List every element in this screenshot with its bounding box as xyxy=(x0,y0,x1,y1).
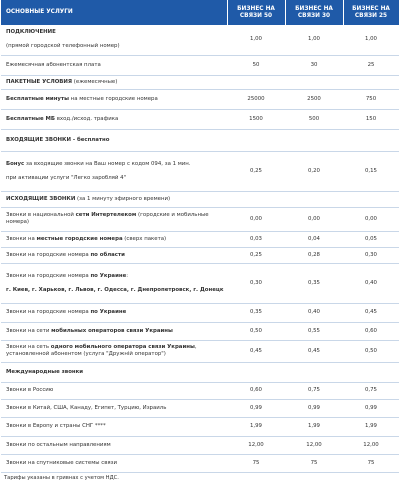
cell-value: 0,60 xyxy=(343,322,399,340)
table-row xyxy=(1,340,399,362)
cell-value: 30 xyxy=(285,55,343,75)
section-title xyxy=(1,129,399,151)
cell-value: 1,00 xyxy=(343,25,399,55)
cell-value: 75 xyxy=(285,454,343,472)
cell-value: 0,45 xyxy=(285,340,343,362)
footnote: Тарифы указаны в гривнах с учетом НДС. xyxy=(4,474,119,481)
cell-value: 12,00 xyxy=(343,436,399,454)
section-title-text: ВХОДЯЩИЕ ЗВОНКИ - бесплатно xyxy=(6,136,110,143)
section-row xyxy=(1,75,399,89)
cell-value: 0,00 xyxy=(227,207,285,231)
row-label xyxy=(1,362,399,382)
cell-value: 25 xyxy=(343,55,399,75)
row-line2: г. Киев, г. Харьков, г. Львов, г. Одесса, г. Днепропетровск, г. Донецк xyxy=(6,286,224,293)
row-label: Ежемесячная абонентская плата xyxy=(1,55,227,75)
cell-value: 0,20 xyxy=(285,151,343,191)
section-title: ИСХОДЯЩИЕ ЗВОНКИ xyxy=(6,195,76,202)
row-label xyxy=(1,89,227,109)
table-row xyxy=(1,454,399,472)
header-plan-25: БИЗНЕС НА СВЯЗИ 25 xyxy=(343,0,399,25)
cell-value: 12,00 xyxy=(227,436,285,454)
cell-value: 0,00 xyxy=(343,207,399,231)
row-pre: Звонки на городские номера xyxy=(6,309,91,315)
row-pre: Звонки на xyxy=(6,235,37,242)
cell-value: 150 xyxy=(343,109,399,129)
table-row xyxy=(1,263,399,303)
cell-value: 0,28 xyxy=(285,247,343,263)
row-bold: одного мобильного оператора связи Украины xyxy=(50,344,195,350)
header-plan-30: БИЗНЕС НА СВЯЗИ 30 xyxy=(285,0,343,25)
cell-value: 0,99 xyxy=(343,399,399,417)
row-label xyxy=(1,340,227,362)
row-bold: мобильных операторов связи Украины xyxy=(51,327,173,334)
row-rest: (сверх пакета) xyxy=(122,235,167,242)
table-row xyxy=(1,303,399,322)
row-label xyxy=(1,109,227,129)
table-row xyxy=(1,399,399,417)
row-bold: местные городские номера xyxy=(36,235,123,242)
cell-value: 0,50 xyxy=(343,340,399,362)
cell-value: 75 xyxy=(343,454,399,472)
row-rest: вход./исход. трафика xyxy=(55,115,119,122)
cell-value: 0,55 xyxy=(285,322,343,340)
cell-value: 0,45 xyxy=(227,340,285,362)
table-header-row xyxy=(1,0,399,25)
section-row xyxy=(1,129,399,151)
table-row xyxy=(1,151,399,191)
tariff-table-container xyxy=(1,0,399,481)
cell-value: 1,99 xyxy=(227,417,285,436)
cell-value: 25000 xyxy=(227,89,285,109)
cell-value: 0,75 xyxy=(343,382,399,399)
cell-value: 12,00 xyxy=(285,436,343,454)
row-rest: за входящие звонки на Ваш номер с кодом 094, за 1 мин. xyxy=(24,160,191,167)
cell-value: 500 xyxy=(285,109,343,129)
cell-value: 0,45 xyxy=(343,303,399,322)
row-label: Звонки в Китай, США, Канаду, Египет, Турцию, Израиль xyxy=(1,399,227,417)
row-label xyxy=(1,151,227,191)
row-pre: Звонки на городские номера xyxy=(6,272,91,279)
cell-value: 1,99 xyxy=(343,417,399,436)
table-row xyxy=(1,436,399,454)
cell-value: 0,15 xyxy=(343,151,399,191)
cell-value: 1500 xyxy=(227,109,285,129)
table-row xyxy=(1,231,399,247)
row-pre: Звонки на сеть xyxy=(6,344,51,350)
header-services: ОСНОВНЫЕ УСЛУГИ xyxy=(1,0,227,25)
table-row xyxy=(1,247,399,263)
cell-value: 50 xyxy=(227,55,285,75)
row-label: Звонки на спутниковые системы связи xyxy=(1,454,227,472)
row-bold: по области xyxy=(90,251,125,258)
row-label xyxy=(1,191,399,207)
row-title: ПОДКЛЮЧЕНИЕ xyxy=(6,29,56,36)
cell-value: 1,00 xyxy=(227,25,285,55)
row-rest: , установленной абонентом (услуга "Дружній оператор") xyxy=(6,344,197,357)
cell-value: 1,00 xyxy=(285,25,343,55)
row-label xyxy=(1,263,227,303)
table-row xyxy=(1,382,399,399)
row-pre: Звонки на сети xyxy=(6,327,52,334)
row-pre: Звонки на городские номера xyxy=(6,251,91,258)
cell-value: 2500 xyxy=(285,89,343,109)
cell-value: 0,35 xyxy=(285,263,343,303)
row-rest: : xyxy=(126,272,129,279)
cell-value: 0,35 xyxy=(227,303,285,322)
section-note: (за 1 минуту эфирного времени) xyxy=(75,195,171,202)
cell-value: 75 xyxy=(227,454,285,472)
row-pre: Звонки в национальной xyxy=(6,212,76,218)
table-row xyxy=(1,89,399,109)
table-row xyxy=(1,25,399,55)
header-plan-50: БИЗНЕС НА СВЯЗИ 50 xyxy=(227,0,285,25)
section-note: (ежемесячные) xyxy=(72,78,118,85)
section-row xyxy=(1,362,399,382)
cell-value: 0,25 xyxy=(227,151,285,191)
table-row xyxy=(1,109,399,129)
cell-value: 0,99 xyxy=(227,399,285,417)
table-row xyxy=(1,55,399,75)
table-row xyxy=(1,417,399,436)
row-rest: на местные городские номера xyxy=(68,95,158,102)
cell-value: 0,99 xyxy=(285,399,343,417)
cell-value: 0,50 xyxy=(227,322,285,340)
row-bold: Бесплатные МБ xyxy=(6,115,55,122)
row-label xyxy=(1,75,399,89)
cell-value: 0,30 xyxy=(343,247,399,263)
section-title: Международные звонки xyxy=(6,368,84,375)
cell-value: 750 xyxy=(343,89,399,109)
cell-value: 0,05 xyxy=(343,231,399,247)
row-bold: по Украине xyxy=(90,272,127,279)
row-subtitle: (прямой городской телефонный номер) xyxy=(6,43,120,50)
table-row xyxy=(1,207,399,231)
cell-value: 0,40 xyxy=(285,303,343,322)
row-bold: Бонус xyxy=(6,160,25,167)
row-bold: по Украине xyxy=(90,309,127,315)
row-rest: (городские и мобильные номера) xyxy=(6,212,209,225)
cell-value: 0,25 xyxy=(227,247,285,263)
row-label xyxy=(1,207,227,231)
cell-value: 0,00 xyxy=(285,207,343,231)
row-label: Звонки в Европу и страны СНГ **** xyxy=(1,417,227,436)
section-row xyxy=(1,191,399,207)
row-label xyxy=(1,231,227,247)
row-bold: Бесплатные минуты xyxy=(6,95,69,102)
row-label xyxy=(1,303,227,322)
table-row xyxy=(1,322,399,340)
row-label xyxy=(1,25,227,55)
cell-value: 1,99 xyxy=(285,417,343,436)
tariff-table xyxy=(1,0,400,473)
row-label xyxy=(1,322,227,340)
cell-value: 0,75 xyxy=(285,382,343,399)
row-label xyxy=(1,247,227,263)
cell-value: 0,60 xyxy=(227,382,285,399)
cell-value: 0,04 xyxy=(285,231,343,247)
row-label: Звонки в Россию xyxy=(1,382,227,399)
row-label: Звонки по остальным направлениям xyxy=(1,436,227,454)
row-line2: при активации услуги "Легко заробляй 4" xyxy=(6,174,127,181)
row-bold: сети Интертелеком xyxy=(75,212,137,218)
cell-value: 0,40 xyxy=(343,263,399,303)
cell-value: 0,30 xyxy=(227,263,285,303)
section-title: ПАКЕТНЫЕ УСЛОВИЯ xyxy=(6,78,73,85)
cell-value: 0,03 xyxy=(227,231,285,247)
